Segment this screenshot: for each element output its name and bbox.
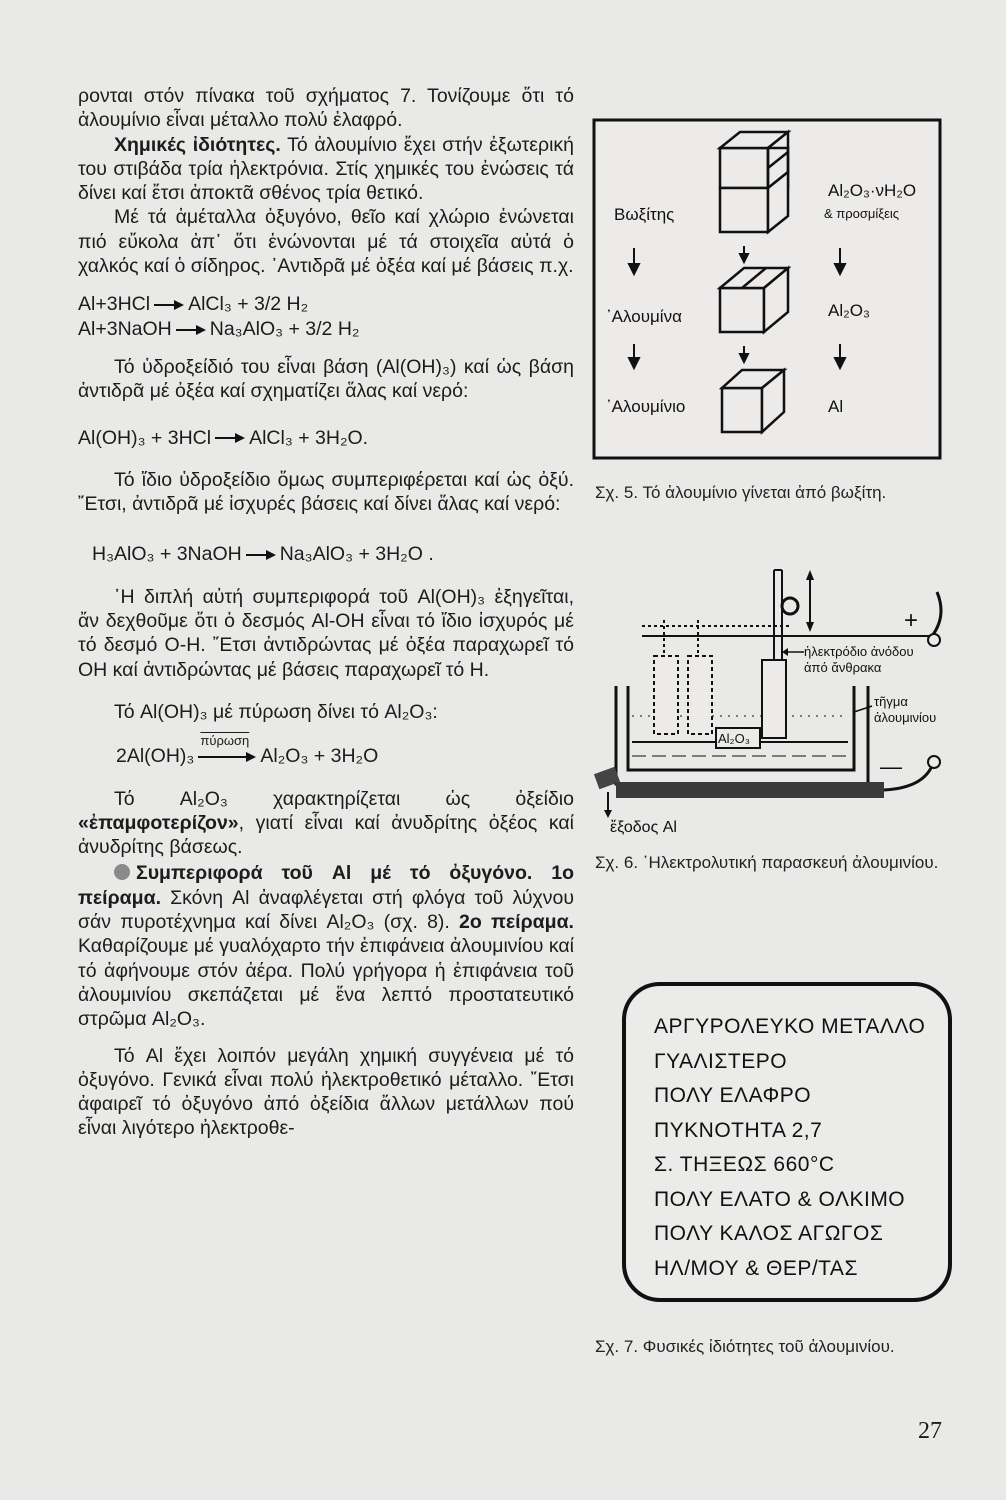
equation-reactants: Al+3NaOH: [78, 317, 172, 340]
equation-products: AlCl₃ + 3/2 H₂: [188, 293, 309, 316]
figure-7-properties-box: [622, 982, 952, 1302]
section-heading: Χημικές ἰδιότητες.: [114, 133, 281, 156]
paragraph: Τό ἴδιο ὑδροξείδιο ὅμως συμπεριφέρεται καί ὡς ὀξύ. ῎Ετσι, ἀντιδρᾶ μέ ἰσχυρές βάσεις καί δίνει ἅλας καί νερό:: [78, 468, 574, 516]
formula-impurities: & προσμίξεις: [824, 206, 900, 221]
equation-products: Al₂O₃ + 3H₂O: [260, 745, 379, 768]
bullet-icon: [114, 864, 130, 880]
equation: [78, 542, 574, 566]
property-item: ΠΟΛΥ ΚΑΛΟΣ ΑΓΩΓΟΣ: [654, 1222, 884, 1245]
formula-aluminium: Al: [828, 397, 844, 416]
property-item: ΠΟΛΥ ΕΛΑΦΡΟ: [654, 1084, 812, 1107]
formula-hydrated-alumina: Al₂O₃·νH₂O: [828, 181, 917, 200]
property-item: Σ. ΤΗΞΕΩΣ 660°C: [654, 1153, 835, 1176]
adjustment-gear-icon: [782, 598, 798, 614]
equation-reactants: Al(OH)₃ + 3HCl: [78, 426, 212, 449]
equation-products: Na₃AlO₃ + 3/2 H₂: [209, 317, 360, 340]
equation: [78, 426, 574, 450]
paragraph-text: Καθαρίζουμε μέ γυαλόχαρτο τήν ἐπιφάνεια ἀλουμινίου καί τό ἀφήνουμε στόν ἀέρα. Πολύ γρήγορα ἡ ἐπιφάνεια τοῦ ἀλουμινίου σκεπάζεται μέ ἕνα λεπτό προστατευτικό στρῶμα Al₂O₃.: [78, 935, 574, 1031]
cathode-base: [616, 782, 884, 798]
formula-alumina: Al₂O₃: [828, 301, 870, 320]
figure-6-caption: Σχ. 6. ῾Ηλεκτρολυτική παρασκευή ἀλουμινίου.: [595, 853, 939, 872]
reaction-arrow-icon: [176, 325, 206, 335]
anode-label-1: ἠλεκτρόδιο ἀνόδου: [804, 644, 914, 659]
exit-label: ἔξοδος Al: [610, 819, 677, 836]
reaction-arrow-icon: [154, 300, 184, 310]
label-aluminium: ᾿Αλουμίνιο: [606, 397, 686, 416]
emphasis-term: «ἐπαμφοτερίζον»: [78, 811, 239, 834]
figure-5-bauxite-diagram: [592, 118, 942, 460]
paragraph-text: Σκόνη Al ἀναφλέγεται στή φλόγα τοῦ λύχνου σάν πυροτέχνημα καί δίνει Al₂O₃ (σχ. 8).: [78, 886, 574, 934]
reaction-arrow-icon: [246, 550, 276, 560]
paragraph-text: Τό ἀλουμίνιο ἔχει στήν ἐξωτερική του στιβάδα τρία ἠλεκτρόνια. Στίς χημικές του ἐνώσεις τά δίνει καί ἔτσι ἀποκτᾶ σθένος τρία θετικό.: [78, 133, 574, 205]
property-item: ΑΡΓΥΡΟΛΕΥΚΟ ΜΕΤΑΛΛΟ: [654, 1015, 926, 1038]
property-item: ΓΥΑΛΙΣΤΕΡΟ: [654, 1049, 788, 1073]
equation: [78, 733, 574, 768]
equation: [78, 292, 574, 316]
paragraph: [78, 787, 574, 860]
heat-arrow: [198, 733, 256, 768]
minus-sign: —: [880, 754, 902, 779]
figure-6-electrolysis-diagram: [592, 556, 962, 846]
paragraph: ρονται στόν πίνακα τοῦ σχήματος 7. Τονίζουμε ὅτι τό ἀλουμίνιο εἶναι μέταλλο πολύ ἐλαφρό.: [78, 85, 574, 132]
equation: [78, 317, 574, 341]
reaction-arrow-icon: [198, 752, 256, 762]
paragraph-text: Τό Al₂O₃ χαρακτηρίζεται ὡς ὀξείδιο: [114, 787, 574, 810]
label-bauxite: Βωξίτης: [614, 205, 675, 224]
paragraph: Τό ὑδροξείδιό του εἶναι βάση (Al(OH)₃) καί ὡς βάση ἀντιδρᾶ μέ ὀξέα καί σχηματίζει ἅλας καί νερό:: [78, 355, 574, 403]
paragraph-chemical-properties: [78, 133, 574, 206]
anode-label-2: ἀπό ἄνθρακα: [804, 660, 882, 675]
paragraph: Τό Al ἔχει λοιπόν μεγάλη χημική συγγένεια μέ τό ὀξυγόνο. Γενικά εἶναι πολύ ἠλεκτροθετικό μέταλλο. ῎Ετσι ἀφαιρεῖ τό ὀξυγόνο ἀπό ὀξείδια ἄλλων μετάλλων πού εἶναι λιγότερο ἠλεκτροθε-: [78, 1044, 574, 1140]
equation-reactants: Al+3HCl: [78, 293, 151, 316]
equation-reactants: H₃AlO₃ + 3NaOH: [92, 543, 242, 566]
anode-wire: [932, 592, 941, 636]
page-number: 27: [918, 1418, 942, 1444]
figure-7-caption: Σχ. 7. Φυσικές ἰδιότητες τοῦ ἀλουμινίου.: [595, 1337, 895, 1356]
property-item: ΠΟΛΥ ΕΛΑΤΟ & ΟΛΚΙΜΟ: [654, 1187, 906, 1211]
plus-sign: +: [904, 607, 919, 634]
paragraph-text: , γιατί εἶναι καί ἀνυδρίτης ὀξέος καί ἀνυδρίτης βάσεως.: [78, 811, 574, 859]
label-alumina: ᾿Αλουμίνα: [606, 307, 682, 326]
carbon-anodes: [654, 656, 786, 738]
property-item: ΗΛ/ΜΟΥ & ΘΕΡ/ΤΑΣ: [654, 1256, 858, 1280]
paragraph-oxygen-behaviour: [78, 861, 574, 1031]
figure-5-caption: Σχ. 5. Τό ἀλουμίνιο γίνεται ἀπό βωξίτη.: [595, 483, 887, 502]
property-item: ΠΥΚΝΟΤΗΤΑ 2,7: [654, 1118, 823, 1142]
melt-label-2: ἀλουμινίου: [874, 710, 937, 725]
paragraph: Μέ τά ἀμέταλλα ὀξυγόνο, θεῖο καί χλώριο ἑνώνεται πιό εὔκολα ἀπ᾿ ὅτι ἑνώνονται μέ τά στοιχεῖα αὐτά ὁ χαλκός καί ὁ σίδηρος. ᾿Αντιδρᾶ μέ ὀξέα καί μέ βάσεις π.χ.: [78, 206, 574, 278]
melt-label-1: τῆγμα: [874, 694, 908, 709]
bauxite-cubes: [720, 132, 788, 232]
arrow-label: πύρωση: [200, 733, 250, 749]
section-heading: Συμπεριφορά τοῦ Al μέ τό ὀξυγόνο. 1ο πείραμα.: [78, 862, 574, 909]
equation-products: Na₃AlO₃ + 3H₂O .: [279, 543, 434, 566]
alumina-label: Al₂O₃: [718, 731, 751, 746]
section-heading: 2ο πείραμα.: [459, 911, 574, 934]
properties-list: [654, 1010, 925, 1286]
equation-reactants: 2Al(OH)₃: [116, 745, 195, 768]
main-text-column: [78, 84, 574, 1141]
paragraph: ῾Η διπλή αὐτή συμπεριφορά τοῦ Al(OH)₃ ἐξηγεῖται, ἄν δεχθοῦμε ὅτι ὁ δεσμός Al-OH εἶναι τό ἴδιο ἰσχυρός μέ τό δεσμό O-H. ῎Ετσι ἀντιδρώντας μέ ὀξέα παραχωρεῖ τό OH καί ἀντιδρώντας μέ βάσεις παραχωρεῖ τό H.: [78, 585, 574, 681]
reaction-arrow-icon: [215, 433, 245, 443]
paragraph: Τό Al(OH)₃ μέ πύρωση δίνει τό Al₂O₃:: [114, 700, 438, 723]
equation-products: AlCl₃ + 3H₂O.: [249, 426, 369, 449]
